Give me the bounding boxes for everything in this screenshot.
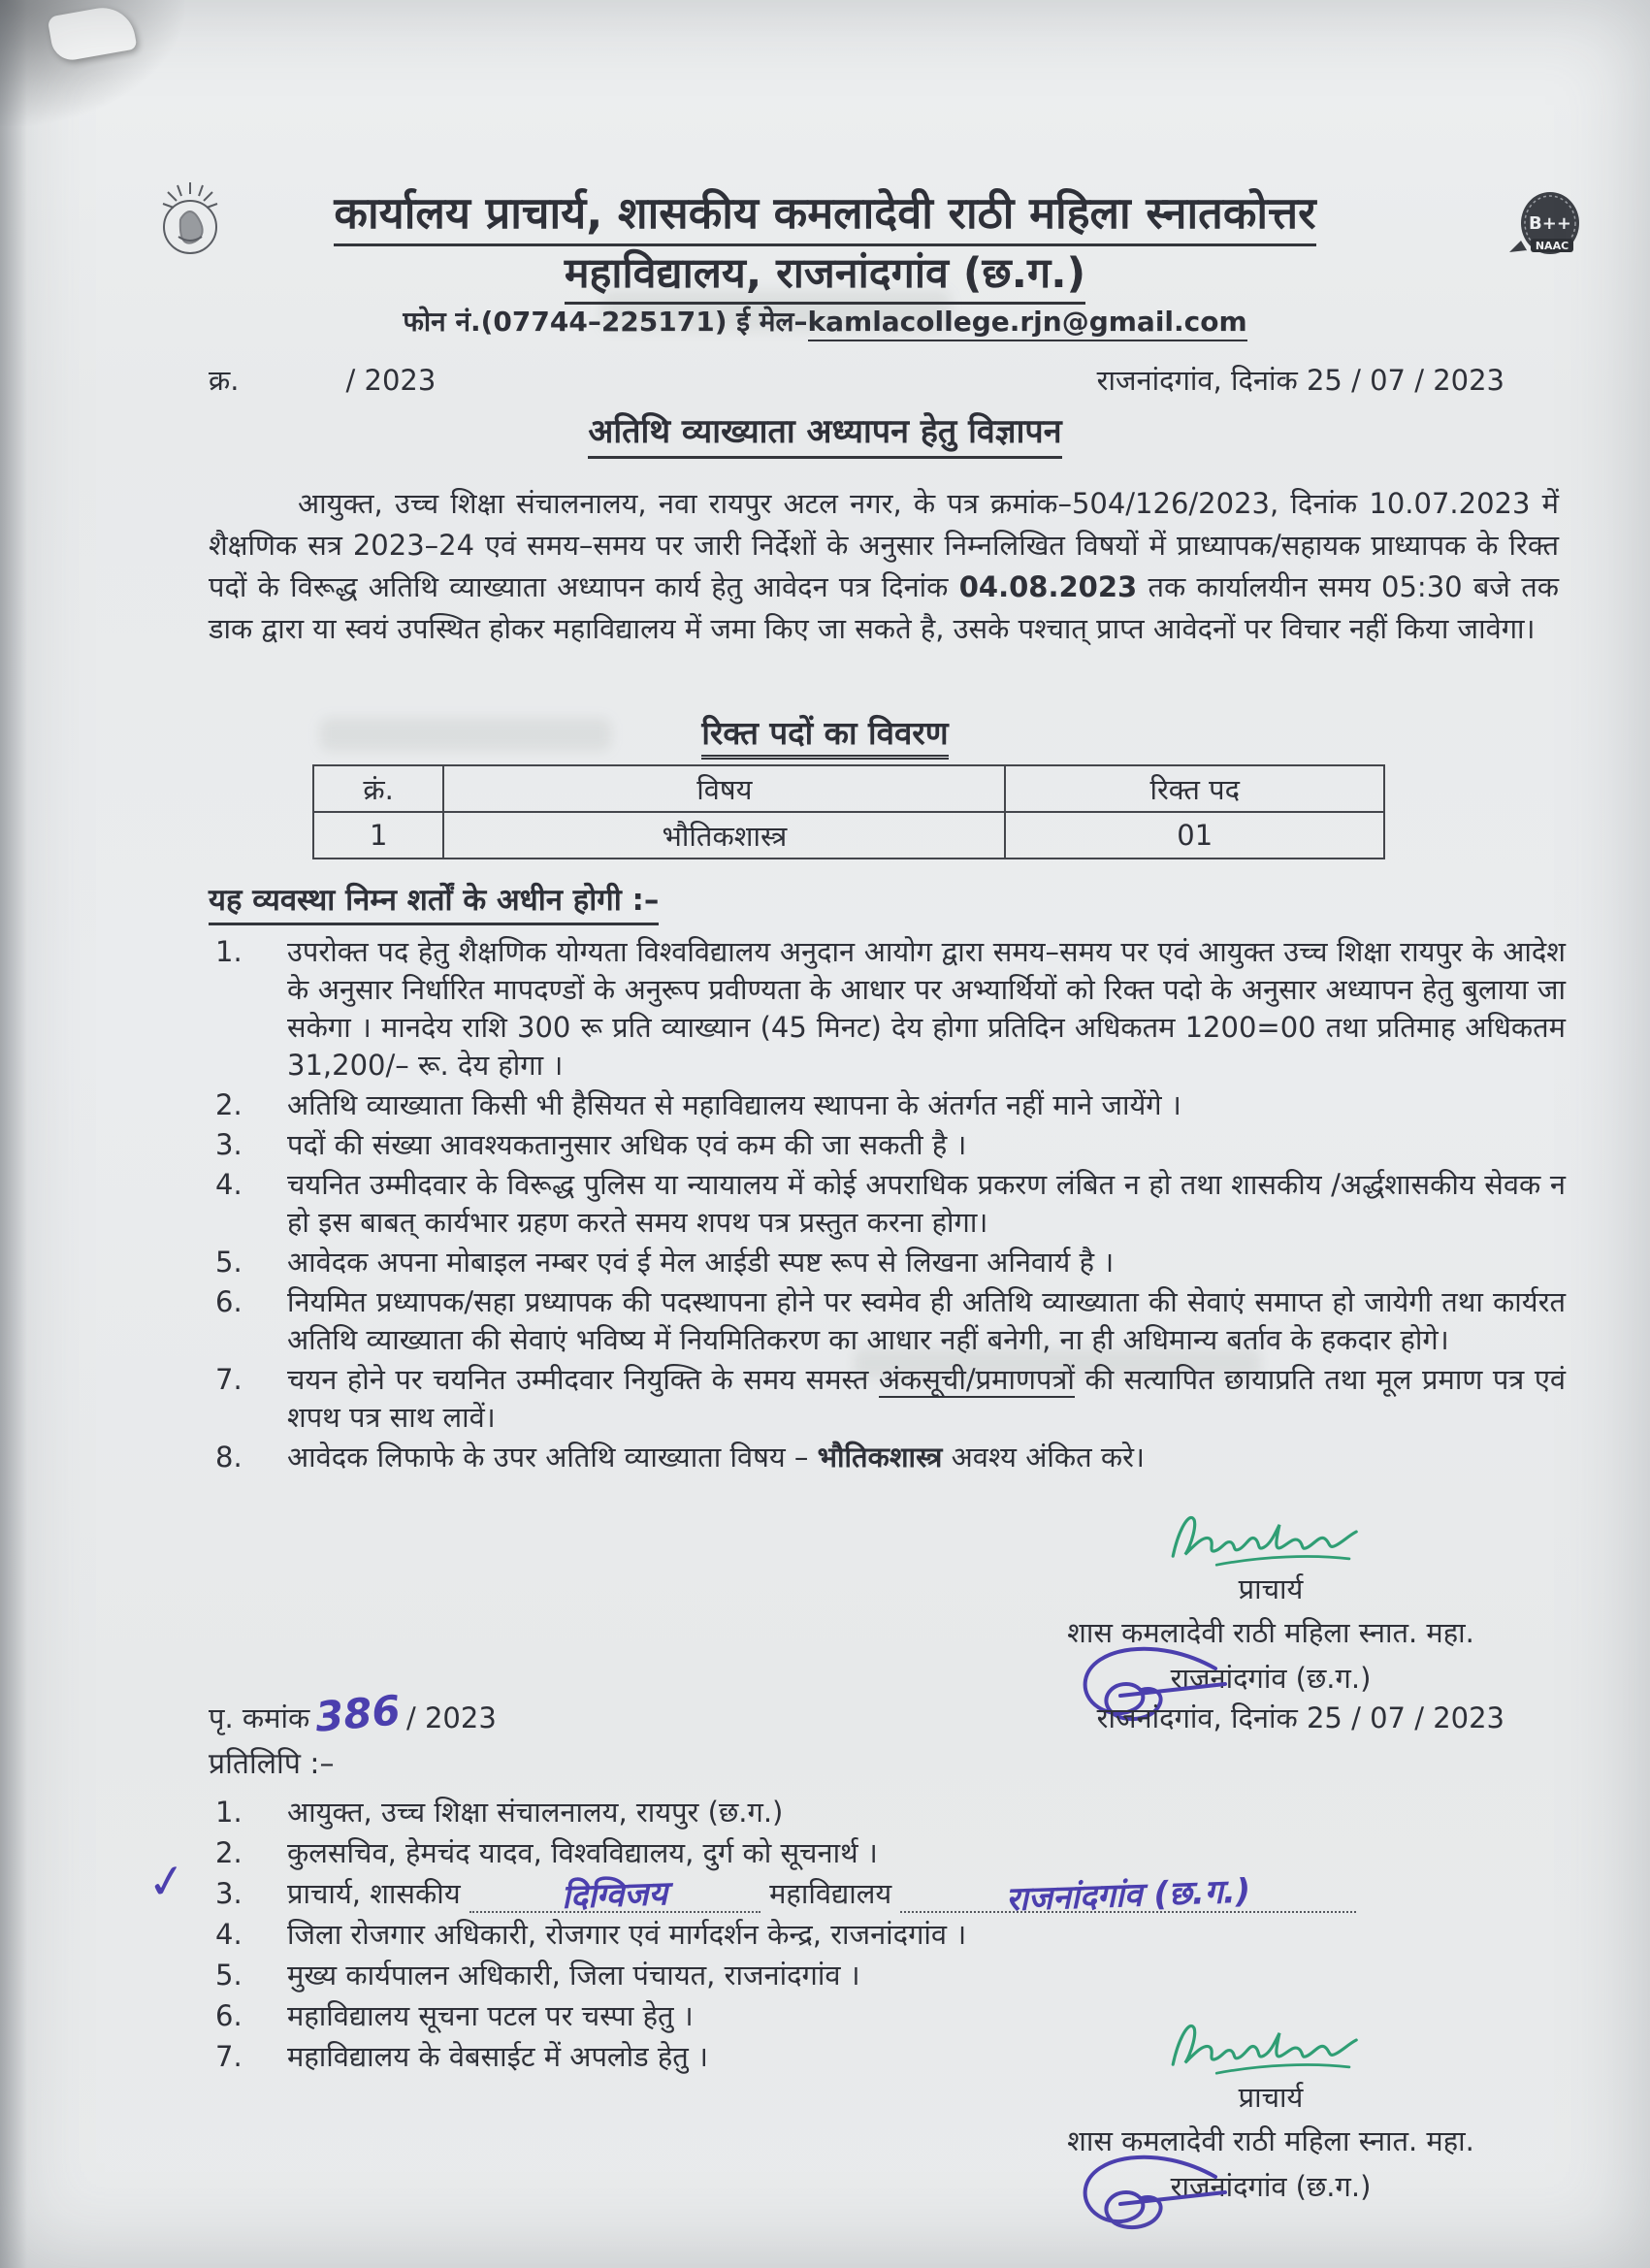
scan-edge-shadow: [0, 0, 27, 2268]
item-text: [287, 1126, 1566, 1164]
ref-number: क्र. / 2023: [209, 364, 437, 397]
condition-item: [215, 1166, 1566, 1242]
item-number: 1.: [215, 1796, 243, 1829]
document-title: अतिथि व्याख्याता अध्यापन हेतु विज्ञापन: [0, 407, 1650, 452]
item-number: 3.: [215, 1877, 243, 1910]
item-number: 1.: [215, 935, 243, 968]
naac-label-text: NAAC: [1535, 240, 1569, 252]
condition-item: [215, 1086, 1566, 1124]
principal-signature-ink: [1159, 2014, 1382, 2084]
dispatch-number: पृ. कमांक386 / 2023: [209, 1686, 497, 1741]
text-segment: उपरोक्त पद हेतु शैक्षणिक योग्यता विश्वविद्यालय अनुदान आयोग द्वारा समय–समय पर एवं आयुक्त उच्च शिक्षा रायपुर के आदेश के अनुसार निर्धारित मापदण्डों के अनुरूप प्रवीण्यता के आधार पर अभ्यार्थियों को रिक्त पदो के अनुसार अध्यापन हेतु बुलाया जा सकेगा । मानदेय राशि 300 रू प्रति व्याख्यान (45 मिनट) देय होगा प्रतिदिन अधिकतम 1200=00 तथा प्रतिमाह अधिकतम 31,200/– रू. देय होगा ।: [287, 935, 1566, 1082]
signatory-organisation: शास कमलादेवी राठी महिला स्नात. महा.: [1067, 1616, 1474, 1649]
copy-item: [215, 1956, 1566, 1994]
item-text: [287, 1956, 1566, 1994]
text-segment: अंकसूची/प्रमाणपत्रों: [878, 1363, 1075, 1396]
condition-item: [215, 1244, 1566, 1281]
item-text: [287, 1833, 1566, 1872]
handwritten-fill-in: राजनांदगांव (छ.ग.): [1005, 1871, 1252, 1920]
text-segment: आयुक्त, उच्च शिक्षा संचालनालय, रायपुर (छ.ग.): [287, 1796, 784, 1829]
condition-item: [215, 1283, 1566, 1359]
item-text: [287, 1439, 1566, 1476]
vacancy-table-title: रिक्त पदों का विवरण: [0, 710, 1650, 754]
header-vacancy: रिक्त पद: [1005, 765, 1384, 812]
header-subject: विषय: [443, 765, 1005, 812]
text-segment: महाविद्यालय के वेबसाईट में अपलोड हेतु ।: [287, 2040, 708, 2073]
copy-item: [215, 1915, 1566, 1954]
email-address[interactable]: kamlacollege.rjn@gmail.com: [808, 306, 1247, 341]
item-text: [287, 933, 1566, 1085]
table-header-row: [313, 765, 1384, 812]
handwritten-dispatch-number: 386: [313, 1686, 403, 1741]
item-number: 3.: [215, 1128, 243, 1161]
item-number: 7.: [215, 2040, 243, 2073]
text-segment: कुलसचिव, हेमचंद यादव, विश्वविद्यालय, दुर्ग को सूचनार्थ ।: [287, 1836, 878, 1869]
text-segment: अवश्य अंकित करे।: [942, 1441, 1146, 1474]
condition-item: [215, 1126, 1566, 1164]
fill-in-blank: [900, 1871, 1356, 1920]
fill-in-blank: [469, 1874, 760, 1917]
item-text: [287, 1915, 1566, 1954]
conditions-list: [215, 933, 1566, 1478]
place-date: राजनांदगांव, दिनांक 25 / 07 / 2023: [1096, 1701, 1504, 1734]
intro-text: तक कार्यालयीन समय 05:30 बजे तक डाक द्वारा या स्वयं उपस्थित होकर महाविद्यालय में जमा किए जा सकते है, उसके पश्चात् प्राप्त आवेदनों पर विचार नहीं किया जावेगा।: [209, 570, 1560, 645]
deadline-date: 04.08.2023: [958, 570, 1138, 603]
naac-grade-text: B++: [1529, 213, 1571, 234]
intro-text: आयुक्त, उच्च शिक्षा संचालनालय, नवा रायपुर अटल नगर, के पत्र क्रमांक–504/126/2023, दिनांक 10.07.2023 में शैक्षणिक सत्र 2023–24 एवं समय–समय पर जारी निर्देशों के अनुसार निम्नलिखित विषयों में प्राध्यापक/सहायक प्राध्यापक के रिक्त पदों के विरूद्ध अतिथि व्याख्याता अध्यापन कार्य हेतु आवेदन पत्र दिनांक: [209, 487, 1559, 603]
copies-heading: प्रतिलिपि :–: [209, 1747, 335, 1781]
item-number: 6.: [215, 1999, 243, 2032]
item-number: 7.: [215, 1363, 243, 1396]
text-segment: महाविद्यालय: [760, 1877, 901, 1910]
copy-item: [215, 1833, 1566, 1872]
text-segment: अतिथि व्याख्याता किसी भी हैसियत से महाविद्यालय स्थापना के अंतर्गत नहीं माने जायेंगे ।: [287, 1088, 1181, 1121]
text-segment: नियमित प्रध्यापक/सहा प्रध्यापक की पदस्थापना होने पर स्वमेव ही अतिथि व्याख्याता की सेवाएं समाप्त हो जायेगी तथा कार्यरत अतिथि व्याख्याता की सेवाएं भविष्य में नियमितिकरण का आधार नहीं बनेगी, ना ही अधिमान्य बर्ताव के हकदार होगे।: [287, 1285, 1566, 1356]
signatory-place: राजनांदगांव (छ.ग.): [980, 2167, 1562, 2205]
item-text: [287, 1244, 1566, 1281]
item-text: [287, 1871, 1566, 1920]
item-text: [287, 1086, 1566, 1124]
item-text: [287, 1793, 1566, 1831]
item-number: 5.: [215, 1246, 243, 1279]
signature-block: [980, 2014, 1562, 2205]
item-number: 8.: [215, 1441, 243, 1474]
text-segment: चयनित उम्मीदवार के विरूद्ध पुलिस या न्यायालय में कोई अपराधिक प्रकरण लंबित न हो तथा शासकीय /अर्द्धशासकीय सेवक न हो इस बाबत् कार्यभार ग्रहण करते समय शपथ पत्र प्रस्तुत करना होगा।: [287, 1168, 1566, 1239]
item-number: 5.: [215, 1959, 243, 1992]
reference-line: [209, 361, 1504, 399]
dispatch-line: [209, 1686, 1504, 1741]
text-segment: पदों की संख्या आवश्यकतानुसार अधिक एवं कम की जा सकती है ।: [287, 1128, 967, 1161]
org-name-line1: कार्यालय प्राचार्य, शासकीय कमलादेवी राठी महिला स्नातकोत्तर: [0, 182, 1650, 242]
table-row: [313, 812, 1384, 859]
item-number: 4.: [215, 1168, 243, 1201]
item-number: 2.: [215, 1836, 243, 1869]
text-segment: आवेदक लिफाफे के उपर अतिथि व्याख्याता विषय –: [287, 1441, 818, 1474]
text-segment: चयन होने पर चयनित उम्मीदवार नियुक्ति के समय समस्त: [287, 1363, 879, 1396]
item-text: [287, 1166, 1566, 1242]
ink-scribble: [1065, 2150, 1240, 2247]
cell-serial: 1: [313, 812, 443, 859]
principal-signature-ink: [1159, 1506, 1382, 1575]
item-number: 4.: [215, 1918, 243, 1951]
contact-line: [0, 303, 1650, 340]
condition-item: [215, 1439, 1566, 1476]
item-number: 6.: [215, 1285, 243, 1318]
text-segment: जिला रोजगार अधिकारी, रोजगार एवं मार्गदर्शन केन्द्र, राजनांदगांव ।: [287, 1918, 967, 1951]
phone-label: फोन नं.(07744–225171) ई मेल–: [403, 306, 808, 338]
item-number: 2.: [215, 1088, 243, 1121]
condition-item: [215, 1361, 1566, 1437]
text-segment: की सत्यापित छायाप्रति तथा मूल प्रमाण पत्र एवं शपथ पत्र साथ लावें।: [287, 1363, 1567, 1434]
text-segment: मुख्य कार्यपालन अधिकारी, जिला पंचायत, राजनांदगांव ।: [287, 1959, 860, 1992]
header-serial: क्रं.: [313, 765, 443, 812]
signatory-place: राजनांदगांव (छ.ग.): [980, 1659, 1562, 1697]
org-name-line2: महाविद्यालय, राजनांदगांव (छ.ग.): [0, 243, 1650, 300]
place-date: राजनांदगांव, दिनांक 25 / 07 / 2023: [1096, 364, 1504, 397]
text-segment: महाविद्यालय सूचना पटल पर चस्पा हेतु ।: [287, 1999, 694, 2032]
text-segment: भौतिकशास्त्र: [817, 1441, 943, 1474]
condition-item: [215, 933, 1566, 1085]
cell-subject: भौतिकशास्त्र: [443, 812, 1005, 859]
intro-paragraph: [209, 483, 1559, 650]
signatory-designation: प्राचार्य: [1238, 1572, 1304, 1605]
handwritten-fill-in: दिग्विजय: [561, 1874, 669, 1917]
signatory-organisation: शास कमलादेवी राठी महिला स्नात. महा.: [1067, 2124, 1474, 2157]
text-segment: प्राचार्य, शासकीय: [287, 1877, 469, 1910]
vacancy-table: [312, 764, 1385, 859]
cell-vacancy: 01: [1005, 812, 1384, 859]
item-text: [287, 1361, 1566, 1437]
text-segment: आवेदक अपना मोबाइल नम्बर एवं ई मेल आईडी स्पष्ट रूप से लिखना अनिवार्य है ।: [287, 1246, 1115, 1279]
copy-item: [215, 1793, 1566, 1831]
conditions-heading: यह व्यवस्था निम्न शर्तों के अधीन होगी :–: [209, 879, 659, 920]
item-text: [287, 1283, 1566, 1359]
signature-block: [980, 1506, 1562, 1697]
checkmark-annotation: ✓: [144, 1852, 190, 1912]
signatory-designation: प्राचार्य: [1238, 2081, 1304, 2114]
